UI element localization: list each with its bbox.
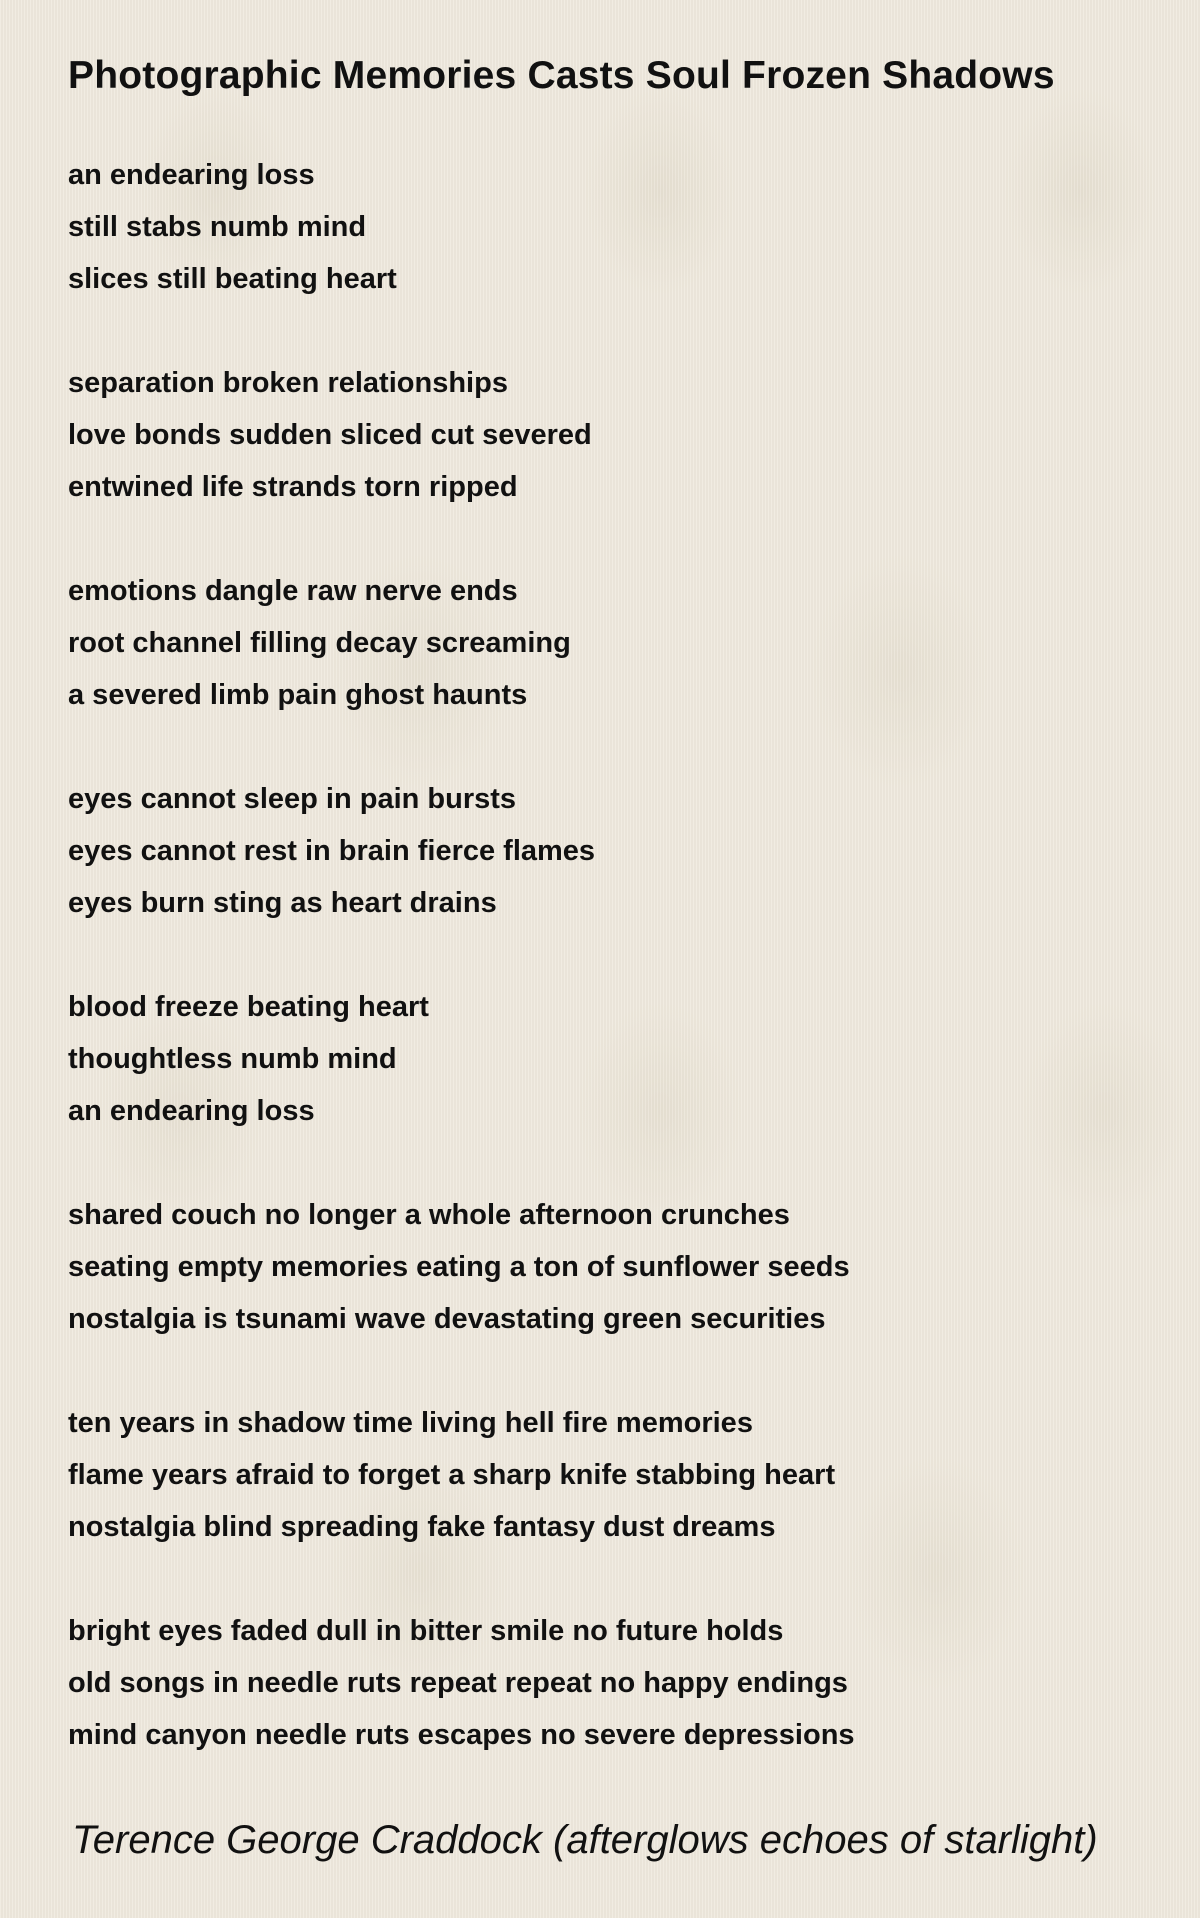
poem-line: separation broken relationships: [68, 367, 508, 399]
poem-line: bright eyes faded dull in bitter smile no future holds: [68, 1615, 784, 1647]
poem-line: eyes burn sting as heart drains: [68, 887, 497, 919]
poem-line: nostalgia blind spreading fake fantasy dust dreams: [68, 1511, 776, 1543]
stanza-3: [68, 565, 1178, 721]
poem-line: blood freeze beating heart: [68, 991, 429, 1023]
poem-line: flame years afraid to forget a sharp knife stabbing heart: [68, 1459, 836, 1491]
stanza-7: [68, 1397, 1178, 1553]
poem-line: ten years in shadow time living hell fire memories: [68, 1407, 753, 1439]
stanza-8: [68, 1605, 1178, 1761]
poem-line: a severed limb pain ghost haunts: [68, 679, 528, 711]
poem-author: Terence George Craddock (afterglows echoes of starlight): [72, 1818, 1098, 1862]
poem-line: slices still beating heart: [68, 263, 397, 295]
poem-line: eyes cannot sleep in pain bursts: [68, 783, 517, 815]
stanza-2: [68, 357, 1178, 513]
poem-line: nostalgia is tsunami wave devastating green securities: [68, 1303, 826, 1335]
poem-line: shared couch no longer a whole afternoon crunches: [68, 1199, 790, 1231]
poem-line: emotions dangle raw nerve ends: [68, 575, 518, 607]
poem-body: [68, 149, 1178, 1761]
stanza-1: [68, 149, 1178, 305]
poem-line: love bonds sudden sliced cut severed: [68, 419, 592, 451]
stanza-4: [68, 773, 1178, 929]
poem-line: root channel filling decay screaming: [68, 627, 571, 659]
poem-line: still stabs numb mind: [68, 211, 367, 243]
poem-line: an endearing loss: [68, 159, 315, 191]
poem-line: seating empty memories eating a ton of sunflower seeds: [68, 1251, 850, 1283]
poem-line: thoughtless numb mind: [68, 1043, 397, 1075]
poem-line: old songs in needle ruts repeat repeat no happy endings: [68, 1667, 848, 1699]
poem-line: eyes cannot rest in brain fierce flames: [68, 835, 596, 867]
stanza-6: [68, 1189, 1178, 1345]
poem-page: [68, 50, 1178, 1813]
poem-line: entwined life strands torn ripped: [68, 471, 518, 503]
stanza-5: [68, 981, 1178, 1137]
poem-title: Photographic Memories Casts Soul Frozen Shadows: [68, 54, 1055, 97]
poem-line: an endearing loss: [68, 1095, 315, 1127]
poem-line: mind canyon needle ruts escapes no severe depressions: [68, 1719, 855, 1751]
